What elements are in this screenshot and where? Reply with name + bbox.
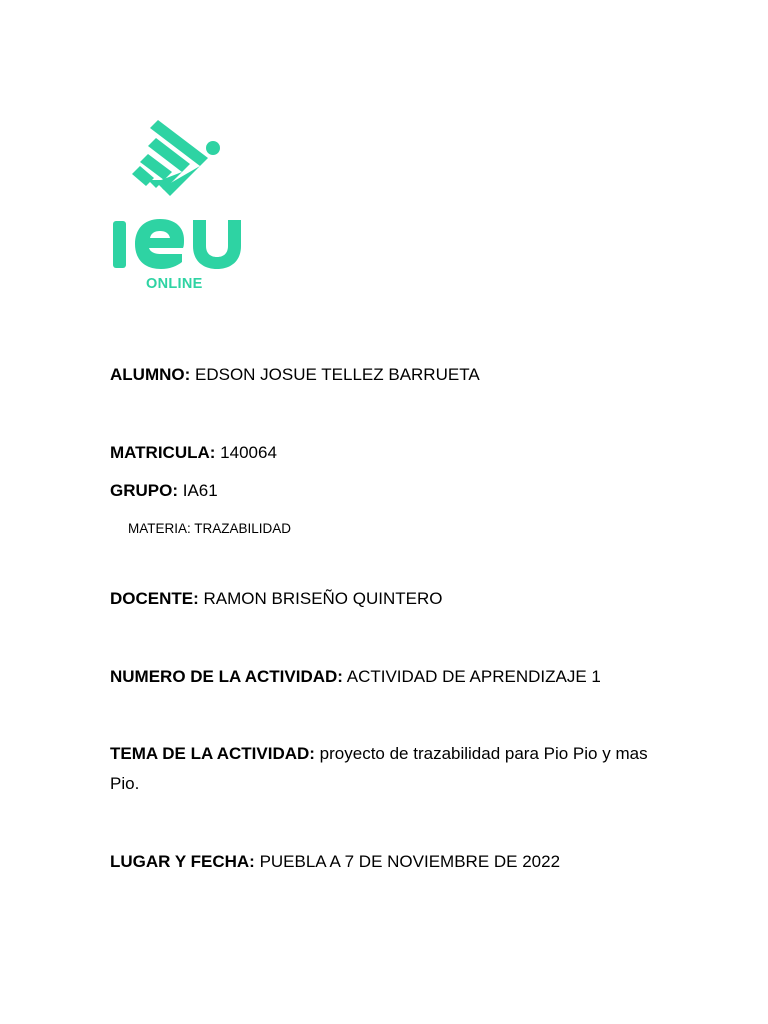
ieu-wordmark <box>113 219 241 269</box>
logo-subtitle: ONLINE <box>146 276 203 292</box>
alumno-label: ALUMNO: <box>110 365 191 384</box>
tema-actividad-value: proyecto de trazabilidad para Pio Pio y mas Pio. <box>110 744 648 793</box>
numero-actividad-line <box>110 662 601 692</box>
matricula-value: 140064 <box>220 443 277 462</box>
grupo-label: GRUPO: <box>110 481 178 500</box>
lugar-fecha-label: LUGAR Y FECHA: <box>110 852 255 871</box>
docente-label: DOCENTE: <box>110 589 199 608</box>
numero-actividad-value: ACTIVIDAD DE APRENDIZAJE 1 <box>346 667 601 686</box>
tema-actividad-line <box>110 739 655 799</box>
numero-actividad-label: NUMERO DE LA ACTIVIDAD: <box>110 667 343 686</box>
matricula-line <box>110 438 277 468</box>
alumno-line <box>110 360 480 390</box>
docente-value: RAMON BRISEÑO QUINTERO <box>203 589 443 608</box>
lugar-fecha-line <box>110 847 560 877</box>
ieu-logo-mark <box>110 118 250 278</box>
ieu-online-logo <box>110 118 250 298</box>
matricula-label: MATRICULA: <box>110 443 216 462</box>
arrow-chevrons-icon <box>132 120 220 196</box>
alumno-value: EDSON JOSUE TELLEZ BARRUETA <box>195 365 480 384</box>
grupo-line <box>110 476 218 506</box>
materia-line: MATERIA: TRAZABILIDAD <box>128 521 292 536</box>
docente-line <box>110 584 442 614</box>
grupo-value: IA61 <box>182 481 218 500</box>
lugar-fecha-value: PUEBLA A 7 DE NOVIEMBRE DE 2022 <box>259 852 561 871</box>
tema-actividad-label: TEMA DE LA ACTIVIDAD: <box>110 744 315 763</box>
